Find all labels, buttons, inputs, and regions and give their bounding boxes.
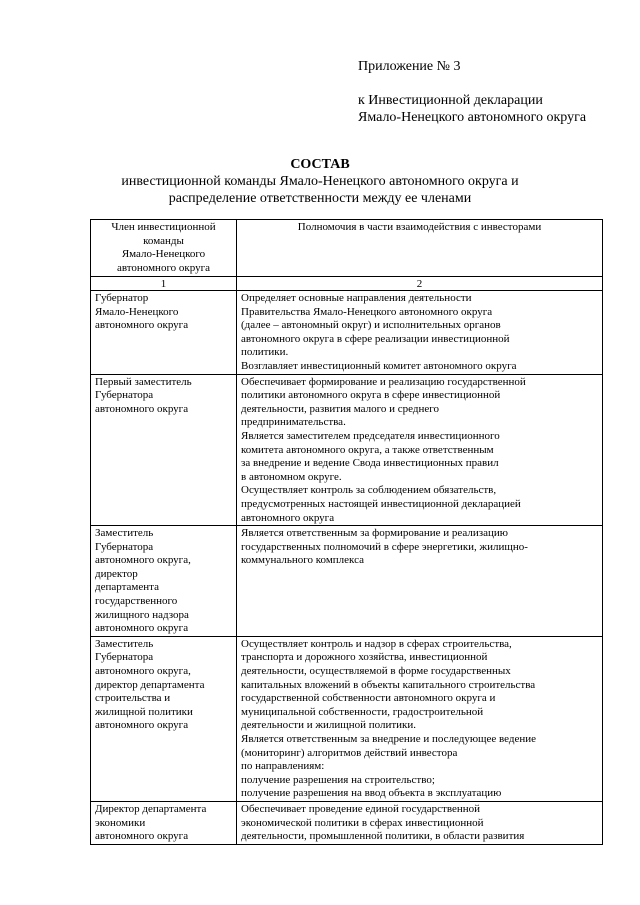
- document-title: [0, 156, 640, 207]
- title-subtitle-1: инвестиционной команды Ямало-Ненецкого автономного округа и: [121, 174, 519, 189]
- member-line: автономного округа: [95, 319, 189, 332]
- member-line: Заместитель: [95, 527, 154, 540]
- duties-cell: [237, 801, 603, 844]
- duties-line: (мониторинг) алгоритмов действий инвестора: [241, 746, 458, 759]
- member-line: автономного округа: [95, 402, 189, 415]
- duties-line: предпринимательства.: [241, 416, 346, 429]
- member-line: экономики: [95, 816, 146, 829]
- duties-line: Обеспечивает проведение единой государственной: [241, 802, 480, 815]
- member-line: Губернатора: [95, 389, 154, 402]
- duties-line: Является заместителем председателя инвестиционного: [241, 429, 500, 442]
- duties-line: Обеспечивает формирование и реализацию государственной: [241, 375, 526, 388]
- duties-line: (далее – автономный округ) и исполнительных органов: [241, 319, 501, 332]
- appendix-line-1: к Инвестиционной декларации: [358, 93, 543, 108]
- member-cell: [91, 526, 237, 637]
- table-row: [91, 374, 603, 526]
- duties-line: в автономном округе.: [241, 470, 342, 483]
- duties-line: капитальных вложений в объекты капитального строительства: [241, 678, 536, 691]
- duties-line: Возглавляет инвестиционный комитет автономного округа: [241, 359, 517, 372]
- duties-line: комитета автономного округа, а также ответственным: [241, 443, 494, 456]
- duties-line: деятельности, осуществляемой в форме государственных: [241, 665, 511, 678]
- member-line: Ямало-Ненецкого: [95, 305, 179, 318]
- member-line: автономного округа: [95, 830, 189, 843]
- duties-cell: [237, 636, 603, 801]
- member-line: Заместитель: [95, 637, 154, 650]
- member-cell: [91, 291, 237, 375]
- member-line: директор департамента: [95, 678, 205, 691]
- table-row: [91, 291, 603, 375]
- member-line: государственного: [95, 595, 178, 608]
- title-main: СОСТАВ: [290, 157, 350, 172]
- table-row: [91, 636, 603, 801]
- duties-line: автономного округа: [241, 511, 335, 524]
- column-number-1: 1: [91, 277, 237, 291]
- duties-line: Осуществляет контроль за соблюдением обязательств,: [241, 484, 497, 497]
- header-duties: [237, 220, 603, 277]
- member-line: Директор департамента: [95, 802, 207, 815]
- member-line: департамента: [95, 581, 159, 594]
- member-line: автономного округа,: [95, 554, 191, 567]
- duties-line: Определяет основные направления деятельности: [241, 292, 472, 304]
- table-header-row: [91, 220, 603, 277]
- duties-line: транспорта и дорожного хозяйства, инвестиционной: [241, 651, 488, 664]
- duties-cell: [237, 374, 603, 526]
- member-line: жилищной политики: [95, 705, 193, 718]
- member-line: Губернатор: [95, 292, 149, 304]
- duties-line: Осуществляет контроль и надзор в сферах строительства,: [241, 637, 512, 650]
- member-cell: [91, 801, 237, 844]
- duties-line: деятельности, развития малого и среднего: [241, 402, 439, 415]
- member-line: Первый заместитель: [95, 375, 192, 388]
- duties-line: автономного округа в сфере реализации инвестиционной: [241, 332, 510, 345]
- duties-line: экономической политики в сферах инвестиционной: [241, 816, 484, 829]
- table-body: [91, 291, 603, 845]
- duties-line: получение разрешения на строительство;: [241, 773, 435, 786]
- duties-line: Является ответственным за внедрение и последующее ведение: [241, 733, 537, 745]
- duties-cell: [237, 526, 603, 637]
- duties-line: коммунального комплекса: [241, 554, 365, 567]
- duties-line: государственных полномочий в сфере энергетики, жилищно-: [241, 540, 528, 553]
- header-member-line: команды: [143, 234, 184, 247]
- table-row: [91, 526, 603, 637]
- member-line: автономного округа: [95, 719, 189, 732]
- member-line: жилищного надзора: [95, 608, 189, 621]
- table-row: [91, 801, 603, 844]
- member-cell: [91, 374, 237, 526]
- duties-line: по направлениям:: [241, 760, 325, 773]
- duties-line: политики автономного округа в сфере инвестиционной: [241, 389, 501, 402]
- table-number-row: [91, 277, 603, 291]
- duties-line: государственной собственности автономного округа и: [241, 692, 496, 705]
- duties-line: получение разрешения на ввод объекта в эксплуатацию: [241, 787, 502, 800]
- header-duties-line: Полномочия в части взаимодействия с инвесторами: [297, 221, 542, 233]
- member-line: строительства и: [95, 692, 171, 705]
- duties-line: деятельности, промышленной политики, в области развития: [241, 830, 525, 843]
- member-line: автономного округа: [95, 622, 189, 635]
- duties-line: Является ответственным за формирование и реализацию: [241, 527, 508, 540]
- duties-line: политики.: [241, 346, 289, 359]
- duties-line: предусмотренных настоящей инвестиционной декларацией: [241, 497, 521, 510]
- duties-line: деятельности и жилищной политики.: [241, 719, 417, 732]
- member-line: Губернатора: [95, 651, 154, 664]
- member-cell: [91, 636, 237, 801]
- appendix-line-2: Ямало-Ненецкого автономного округа: [358, 110, 587, 125]
- column-number-2: 2: [237, 277, 603, 291]
- header-member-line: Ямало-Ненецкого: [121, 248, 206, 261]
- appendix-header: [358, 58, 586, 126]
- investment-team-table: [90, 219, 603, 845]
- header-member-line: Член инвестиционной: [111, 221, 216, 233]
- member-line: автономного округа,: [95, 665, 191, 678]
- header-member: [91, 220, 237, 277]
- header-member-line: автономного округа: [116, 261, 211, 274]
- member-line: директор: [95, 567, 138, 580]
- duties-line: Правительства Ямало-Ненецкого автономного округа: [241, 305, 493, 318]
- title-subtitle-2: распределение ответственности между ее членами: [168, 191, 472, 206]
- member-line: Губернатора: [95, 540, 154, 553]
- duties-cell: [237, 291, 603, 375]
- duties-line: муниципальной собственности, градостроительной: [241, 705, 484, 718]
- appendix-number: Приложение № 3: [358, 59, 461, 74]
- duties-line: за внедрение и ведение Свода инвестиционных правил: [241, 457, 499, 470]
